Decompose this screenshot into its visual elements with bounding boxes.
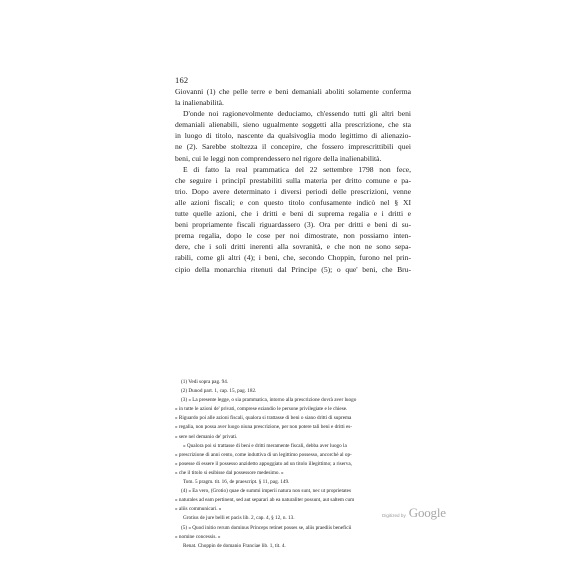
footnote-line: » Riguardo poi alle azioni fiscali, qualora si trattasse di beni o siano dritti di suprema: [175, 415, 352, 422]
footnote-line: « Qualora poi si trattasse di beni e dritti meramente fiscali, debba aver luogo la: [183, 442, 347, 449]
text-line: Giovanni (1) che pelle terre e beni demaniali aboliti solamente conferma: [175, 87, 411, 96]
footnote-line: (5) « Quod initio rerum dominus Princeps retinet posses se, aliis praediis beneficii: [181, 524, 352, 531]
text-line: alle azioni fiscali; e con questo titolo confusamente indicò nel § XI: [175, 197, 411, 207]
text-line: trio. Dopo avere determinato i diversi periodi delle prescrizioni, venne: [175, 186, 411, 196]
footnote-line: » sere nel demanio de' privati.: [175, 433, 238, 440]
text-line: ne (2). Sarebbe stoltezza il concepire, che fossero imprescrittibili quei: [175, 142, 411, 152]
text-line: cipio della monarchia ritenuti dal Principe (5); o que' beni, che Bru-: [175, 264, 411, 274]
text-line: rabili, come gli altri (4); i beni, che, secondo Choppin, furono nel prin-: [175, 253, 411, 263]
text-line: dere, che i soli dritti inerenti alla sovranità, e che non ne sono sepa-: [175, 242, 411, 252]
page-number: 162: [175, 75, 189, 85]
text-line: che seguire i principî prestabiliti sulla materia per dritto comune e pa-: [175, 175, 411, 185]
watermark-prefix: Digitized by: [382, 513, 406, 518]
footnote-line: » aliis communicari. »: [175, 506, 222, 513]
footnote-line: Grotius de jure belli et pacis lib. 2, cap. 4, § 12, n. 13.: [183, 515, 295, 522]
footnote-line: » posesse di essere il possesso anzidetto appoggiato ad un titolo illegittimo; a riserva,: [175, 460, 352, 467]
footnote-line: Renat. Choppin de domanio Franciae lib. 1, tit. 4.: [183, 542, 286, 549]
footnote-line: » che il titolo si esibisse dal possessore medesimo. »: [175, 469, 284, 476]
footnote-line: (2) Dunod part. 1, cap. 15, pag. 182.: [181, 388, 257, 395]
text-line: E di fatto la real prammatica del 22 settembre 1798 non fece,: [183, 164, 411, 174]
footnote-line: » in tutte le azioni de' privati, comprese eziandio le persone privilegiate e le chiese.: [175, 406, 348, 413]
footnote-line: » prescrizione di anni cento, come induttiva di un legittimo possesso, ancorchè al op-: [175, 451, 352, 458]
text-line: prema regalia, dopo le cose per noi dimostrate, non possiamo inten-: [175, 231, 411, 241]
text-line: D'onde noi ragionevolmente deduciamo, ch'essendo tutti gli altri beni: [183, 109, 411, 119]
text-line: la inalienabilità.: [175, 98, 224, 108]
text-line: tutte quelle azioni, che i dritti e beni di suprema regalia e i dritti e: [175, 209, 411, 219]
digitized-watermark: [382, 505, 446, 521]
footnote-line: » naturales ad eam pertinent, sed aut separari ab ea naturaliter possunt, aut saltem cum: [175, 497, 355, 504]
google-logo: Google: [408, 505, 446, 520]
footnote-line: Tom. 5 pragm. tit. 16, de praescript. § 11, pag. 149.: [183, 479, 290, 486]
footnote-line: » nomine concessis. »: [175, 533, 221, 540]
footnote-line: (4) « Ea vero, (Grotio) quae de summi imperii natura non sunt, nec ut proprietates: [181, 488, 351, 495]
footnote-line: (1) Vedi sopra pag. 94.: [181, 379, 229, 385]
body-text: [175, 86, 411, 275]
text-line: in luogo di titolo, nascente da qualsivoglia modo legittimo di alienazio-: [175, 131, 411, 141]
text-line: beni propriamente fiscali riguardassero (3). Ora per dritti e beni di su-: [175, 220, 411, 230]
text-line: demaniali alienabili, sieno ugualmente soggetti alla prescrizione, che sta: [175, 120, 411, 130]
text-line: beni, cui le leggi non comprendessero nel rigore della inalienabilità.: [175, 153, 382, 163]
footnote-line: » regalia, non possa aver luogo niuna prescrizione, per non potere tali beni e dritti es-: [175, 424, 353, 431]
footnotes: [175, 378, 411, 551]
footnote-line: (3) « La presente legge, o sia prammatica, intorno alla prescrizione dovrà aver luogo: [181, 397, 357, 404]
